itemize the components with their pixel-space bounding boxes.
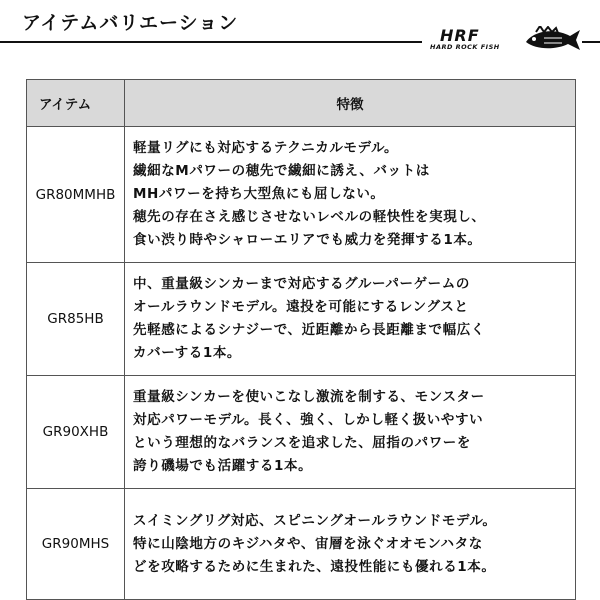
column-header-item: アイテム	[27, 80, 125, 127]
description-line: 誇り磯場でも活躍する1本。	[133, 458, 313, 474]
item-name: GR85HB	[27, 263, 125, 376]
description-line: 重量級シンカーを使いこなし激流を制する、モンスター	[133, 389, 485, 405]
item-variation-table	[26, 79, 576, 600]
page-header	[0, 0, 600, 51]
item-description	[125, 376, 576, 489]
table-row	[27, 489, 576, 600]
brand-logo	[422, 26, 582, 52]
description-line: 対応パワーモデル。長く、強く、しかし軽く扱いやすい	[133, 412, 484, 428]
description-line: 軽量リグにも対応するテクニカルモデル。	[133, 140, 399, 156]
item-description	[125, 127, 576, 263]
item-name: GR90XHB	[27, 376, 125, 489]
logo-mark: HRF	[440, 26, 480, 45]
table-header-row	[27, 80, 576, 127]
description-line: 中、重量級シンカーまで対応するグルーパーゲームの	[133, 276, 470, 292]
item-name: GR80MMHB	[27, 127, 125, 263]
fish-icon	[522, 26, 582, 52]
item-description	[125, 489, 576, 600]
table-row	[27, 127, 576, 263]
description-line: 先軽感によるシナジーで、近距離から長距離まで幅広く	[133, 322, 485, 338]
description-line: 穂先の存在さえ感じさせないレベルの軽快性を実現し、	[133, 209, 486, 225]
item-description	[125, 263, 576, 376]
description-line: という理想的なバランスを追求した、屈指のパワーを	[133, 435, 471, 451]
description-line: オールラウンドモデル。遠投を可能にするレングスと	[133, 299, 469, 315]
table-row	[27, 376, 576, 489]
description-line: MHパワーを持ち大型魚にも屈しない。	[133, 186, 385, 202]
page-title: アイテムバリエーション	[22, 12, 239, 34]
description-line: 繊細なMパワーの穂先で繊細に誘え、バットは	[133, 163, 430, 179]
logo-subtitle: HARD ROCK FISH	[430, 43, 500, 51]
column-header-features: 特徴	[125, 80, 576, 127]
description-line: どを攻略するために生まれた、遠投性能にも優れる1本。	[133, 558, 496, 575]
description-line: カバーする1本。	[133, 345, 242, 361]
description-line: スイミングリグ対応、スピニングオールラウンドモデル。	[133, 512, 497, 529]
item-name: GR90MHS	[27, 489, 125, 600]
description-line: 食い渋り時やシャローエリアでも威力を発揮する1本。	[133, 232, 482, 248]
table-row	[27, 263, 576, 376]
description-line: 特に山陰地方のキジハタや、宙層を泳ぐオオモンハタな	[133, 535, 483, 552]
